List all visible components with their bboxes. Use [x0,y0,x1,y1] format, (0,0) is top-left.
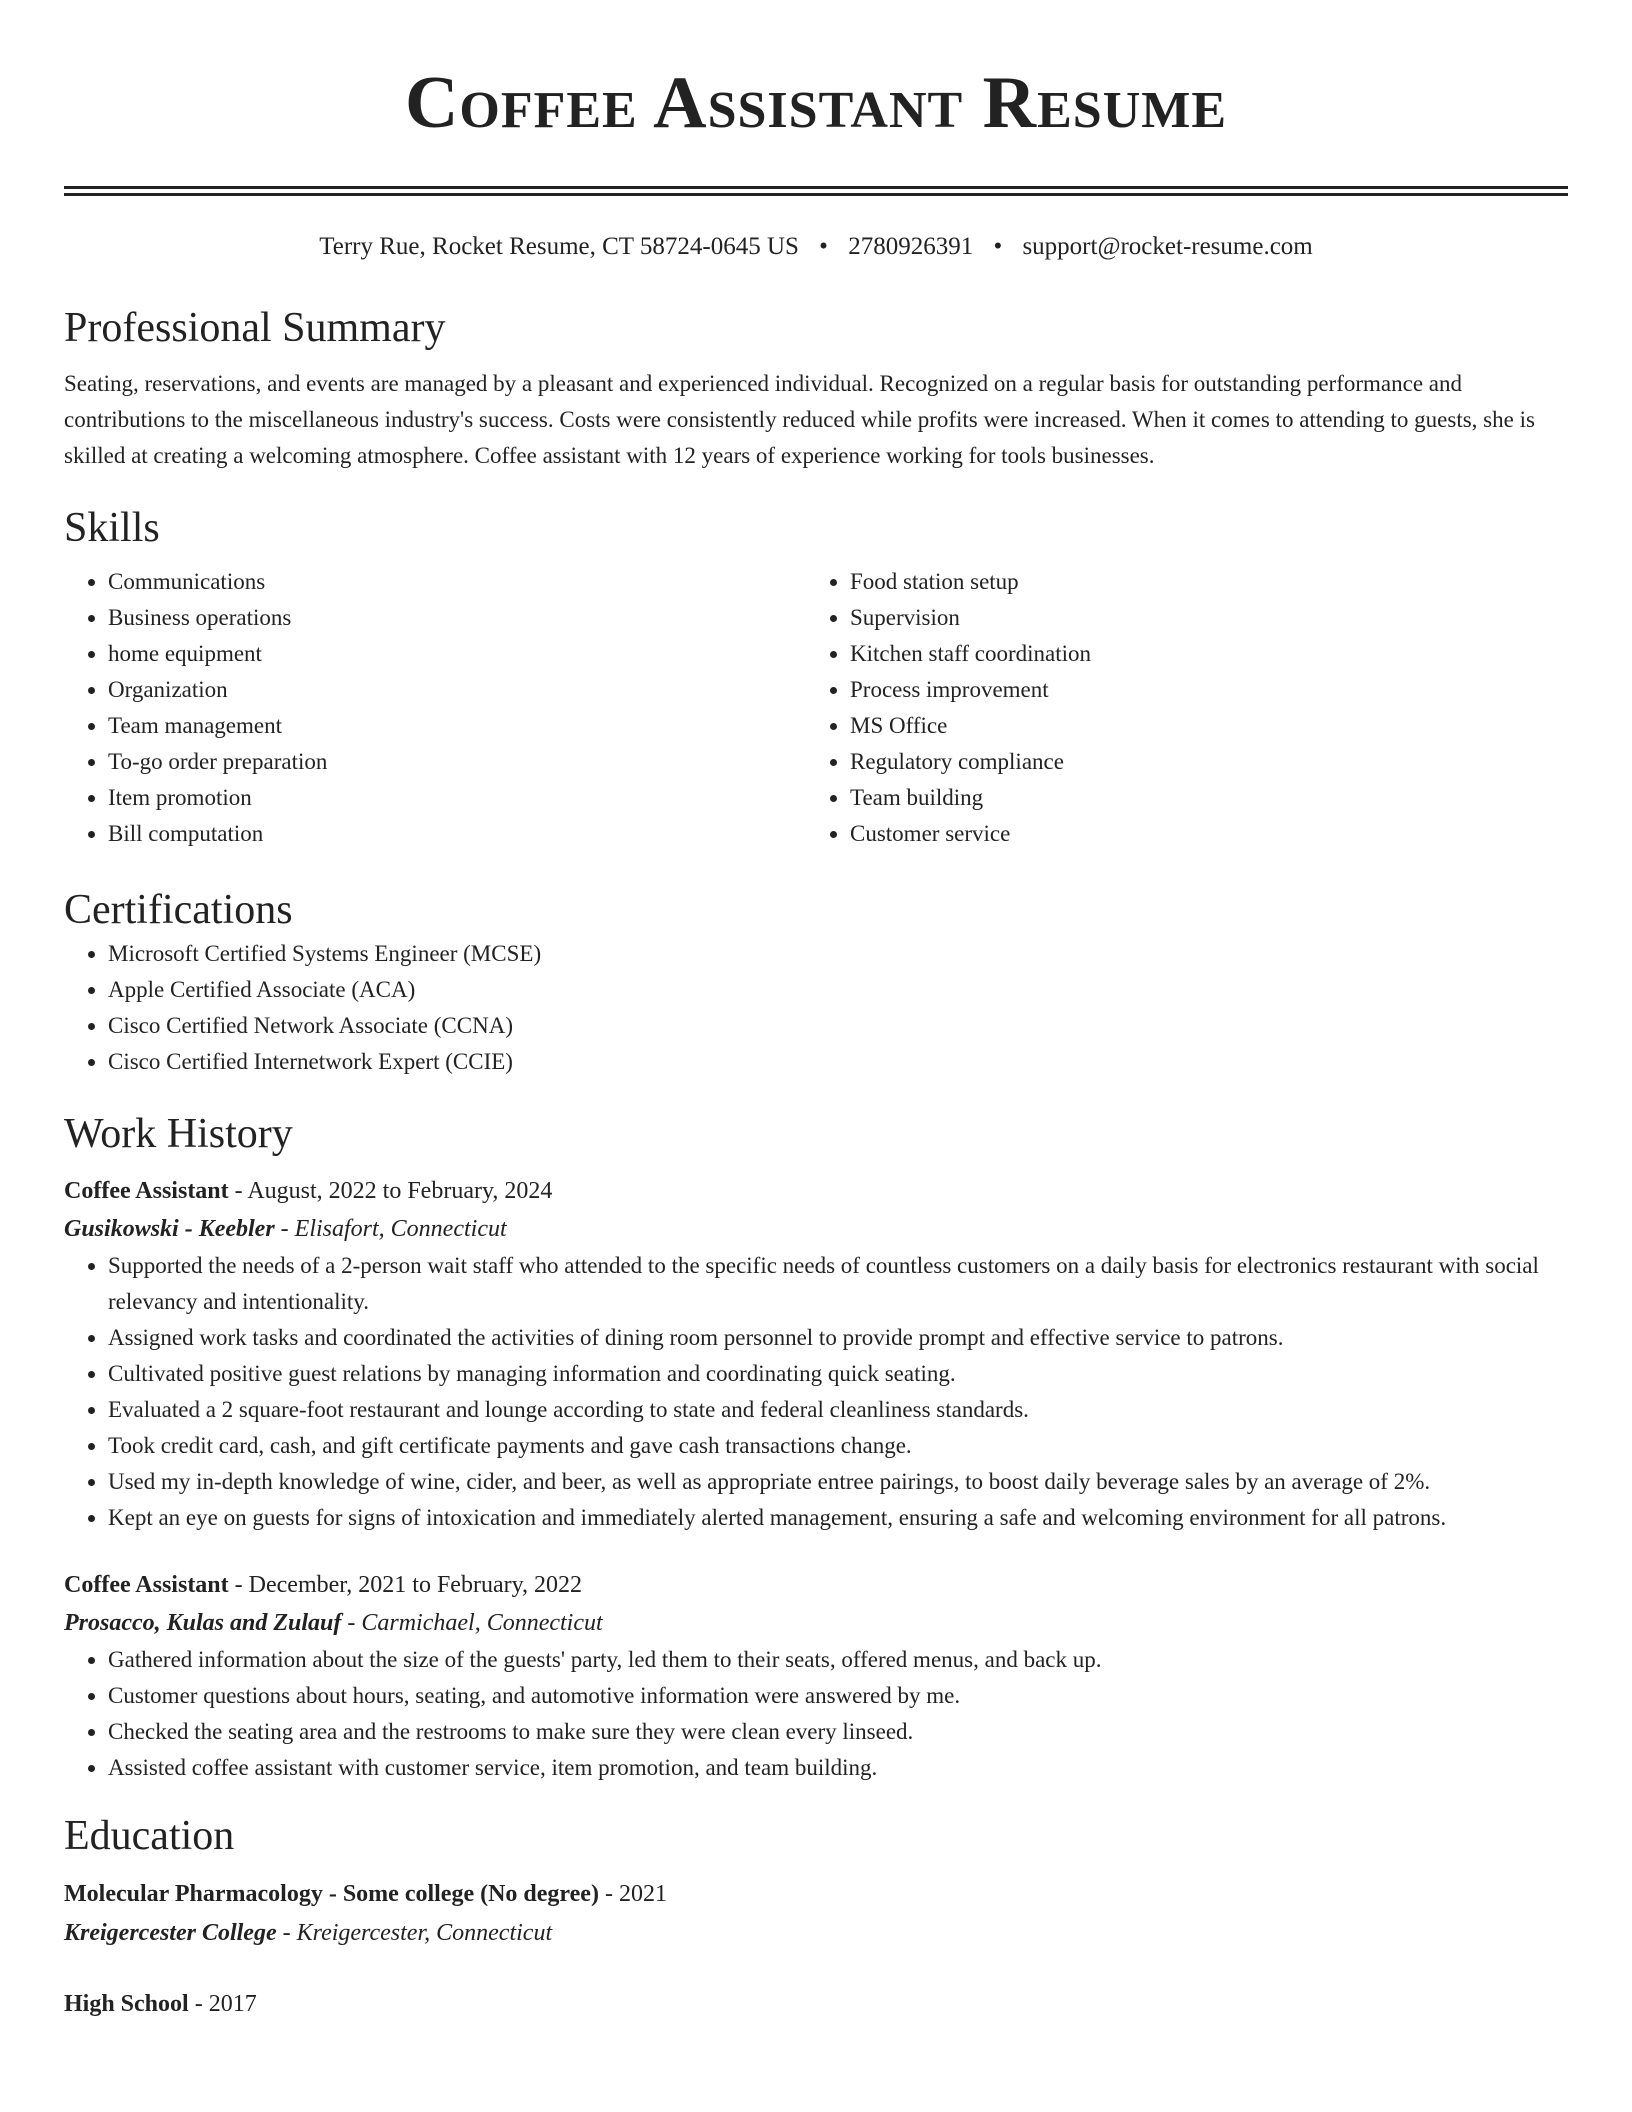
job-company: Prosacco, Kulas and Zulauf [64,1610,342,1636]
skill-item: • Team building [850,780,1548,816]
skill-item: • Regulatory compliance [850,744,1548,780]
job-location: - Carmichael, Connecticut [341,1610,603,1636]
skill-item: • home equipment [108,636,806,672]
job-role: Coffee Assistant [64,1178,229,1204]
skill-item: • Process improvement [850,672,1548,708]
skills-left-list [64,564,806,852]
job-bullet: • Checked the seating area and the restrooms to make sure they were clean every linseed. [108,1714,1568,1750]
education-entry [64,1984,1568,2024]
summary-heading: Professional Summary [64,305,446,351]
job-bullet: • Kept an eye on guests for signs of intoxication and immediately alerted management, ensuring a safe and welcoming environment for all patrons. [108,1500,1568,1536]
job-header [64,1566,1568,1604]
job-dates: - December, 2021 to February, 2022 [228,1572,583,1598]
skill-item: • MS Office [850,708,1548,744]
summary-text: Seating, reservations, and events are managed by a pleasant and experienced individual. Recognized on a regular basis for outstanding performance and contributions to the miscellaneous industry's success. Costs were consistently reduced while profits were increased. When it comes to attending to guests, she is skilled at creating a welcoming atmosphere. Coffee assistant with 12 years of experience working for tools businesses. [64,371,1535,468]
skills-heading: Skills [64,505,160,551]
resume-title: Coffee Assistant Resume [404,62,1228,144]
job-bullet: • Gathered information about the size of the guests' party, led them to their seats, offered menus, and back up. [108,1642,1568,1678]
education-year: - 2017 [188,1991,257,2017]
skill-item: • Item promotion [108,780,806,816]
certification-item: • Cisco Certified Network Associate (CCNA) [108,1008,1568,1044]
certifications-list [64,936,1568,1080]
job-entry [64,1566,1568,1786]
job-bullet: • Used my in-depth knowledge of wine, cider, and beer, as well as appropriate entree pairings, to boost daily beverage sales by an average of 2%. [108,1464,1568,1500]
certification-item: • Microsoft Certified Systems Engineer (MCSE) [108,936,1568,972]
education-heading: Education [64,1813,235,1859]
skill-item: • Bill computation [108,816,806,852]
skill-item: • Supervision [850,600,1548,636]
job-bullets [64,1248,1568,1536]
contact-email: support@rocket-resume.com [1022,233,1313,260]
contact-separator: • [819,233,828,260]
contact-line [64,230,1568,264]
job-company: Gusikowski - Keebler [64,1216,275,1242]
education-header [64,1874,1568,1914]
education-school-line [64,1914,1568,1952]
job-bullets [64,1642,1568,1786]
job-entry [64,1172,1568,1536]
skill-item: • Kitchen staff coordination [850,636,1548,672]
skills-right-list [806,564,1548,852]
job-company-line [64,1210,1568,1248]
job-bullet: • Assisted coffee assistant with customer service, item promotion, and team building. [108,1750,1568,1786]
job-bullet: • Took credit card, cash, and gift certificate payments and gave cash transactions change. [108,1428,1568,1464]
job-role: Coffee Assistant [64,1572,229,1598]
job-location: - Elisafort, Connecticut [274,1216,507,1242]
skill-item: • Customer service [850,816,1548,852]
skill-item: • Communications [108,564,806,600]
skill-item: • Business operations [108,600,806,636]
title-divider [64,186,1568,196]
contact-separator: • [993,233,1003,260]
skills-columns [64,564,1568,852]
certification-item: • Apple Certified Associate (ACA) [108,972,1568,1008]
education-location: - Kreigercester, Connecticut [276,1920,553,1946]
education-header [64,1984,1568,2024]
skill-item: • Food station setup [850,564,1548,600]
certifications-heading: Certifications [64,887,293,933]
job-bullet: • Supported the needs of a 2-person wait staff who attended to the specific needs of countless customers on a daily basis for electronics restaurant with social relevancy and intentionality. [108,1248,1568,1320]
job-bullet: • Evaluated a 2 square-foot restaurant and lounge according to state and federal cleanliness standards. [108,1392,1568,1428]
skill-item: • Organization [108,672,806,708]
skill-item: • To-go order preparation [108,744,806,780]
job-dates: - August, 2022 to February, 2024 [228,1178,553,1204]
job-bullet: • Assigned work tasks and coordinated the activities of dining room personnel to provide prompt and effective service to patrons. [108,1320,1568,1356]
certification-item: • Cisco Certified Internetwork Expert (CCIE) [108,1044,1568,1080]
job-header [64,1172,1568,1210]
education-year: - 2021 [598,1881,667,1907]
contact-phone: 2780926391 [848,233,974,260]
education-entry [64,1874,1568,1952]
job-company-line [64,1604,1568,1642]
job-bullet: • Customer questions about hours, seating, and automotive information were answered by me. [108,1678,1568,1714]
contact-address: Terry Rue, Rocket Resume, CT 58724-0645 US [319,233,799,260]
skill-item: • Team management [108,708,806,744]
work-history-heading: Work History [64,1111,293,1157]
job-bullet: • Cultivated positive guest relations by managing information and coordinating quick seating. [108,1356,1568,1392]
education-degree: High School [64,1991,189,2017]
education-degree: Molecular Pharmacology - Some college (No degree) [64,1881,599,1907]
education-school: Kreigercester College [64,1920,277,1946]
